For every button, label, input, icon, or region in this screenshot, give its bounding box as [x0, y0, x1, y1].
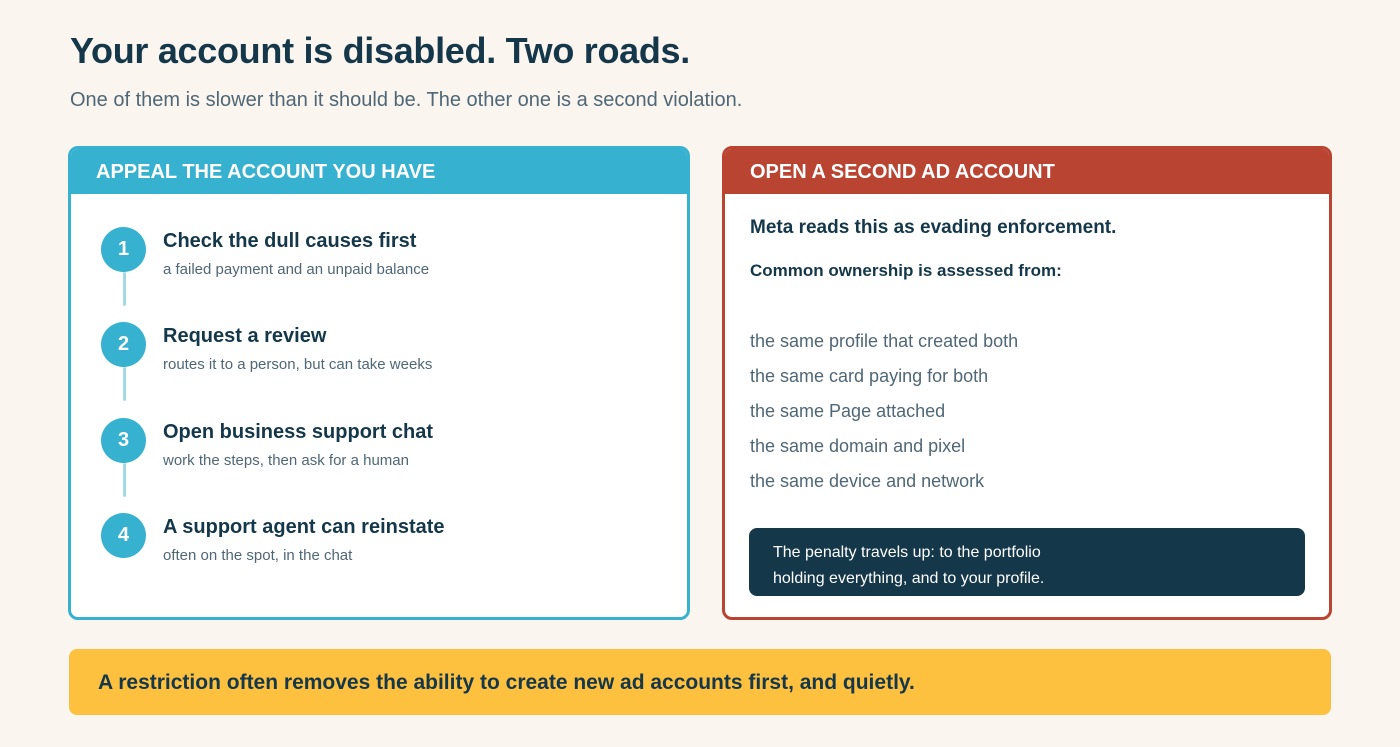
second-account-panel — [722, 146, 1332, 620]
enforcement-warning: Meta reads this as evading enforcement. — [750, 217, 1117, 238]
step-title: A support agent can reinstate — [163, 516, 445, 538]
step-title: Check the dull causes first — [163, 230, 417, 252]
ownership-factor: the same device and network — [750, 471, 985, 491]
appeal-panel — [68, 146, 690, 620]
step-2 — [101, 322, 661, 382]
step-number-badge: 3 — [101, 418, 146, 463]
step-title: Open business support chat — [163, 421, 434, 443]
step-number-badge: 2 — [101, 322, 146, 367]
penalty-line: holding everything, and to your profile. — [773, 570, 1045, 587]
ownership-factor-list — [750, 329, 1018, 504]
second-account-panel-heading: OPEN A SECOND AD ACCOUNT — [725, 149, 1329, 194]
step-number-badge: 1 — [101, 227, 146, 272]
penalty-line: The penalty travels up: to the portfolio — [773, 544, 1041, 561]
penalty-callout — [749, 528, 1305, 596]
ownership-factor: the same Page attached — [750, 401, 946, 421]
step-4 — [101, 513, 661, 573]
page-title: Your account is disabled. Two roads. — [70, 30, 690, 71]
step-number-badge: 4 — [101, 513, 146, 558]
page-subtitle: One of them is slower than it should be. The other one is a second violation. — [70, 89, 743, 111]
step-description: work the steps, then ask for a human — [163, 452, 409, 469]
appeal-panel-heading: APPEAL THE ACCOUNT YOU HAVE — [71, 149, 687, 194]
step-description: routes it to a person, but can take weeks — [163, 356, 433, 373]
step-connector-line — [123, 272, 126, 306]
step-connector-line — [123, 463, 126, 497]
ownership-factor: the same card paying for both — [750, 366, 989, 386]
ownership-heading: Common ownership is assessed from: — [750, 261, 1062, 280]
restriction-note-banner: A restriction often removes the ability to create new ad accounts first, and quietly. — [69, 649, 1331, 715]
step-connector-line — [123, 367, 126, 401]
ownership-factor: the same profile that created both — [750, 331, 1019, 351]
step-3 — [101, 418, 661, 478]
step-description: often on the spot, in the chat — [163, 547, 353, 564]
step-title: Request a review — [163, 325, 327, 347]
ownership-factor: the same domain and pixel — [750, 436, 966, 456]
step-1 — [101, 227, 661, 287]
step-description: a failed payment and an unpaid balance — [163, 261, 430, 278]
